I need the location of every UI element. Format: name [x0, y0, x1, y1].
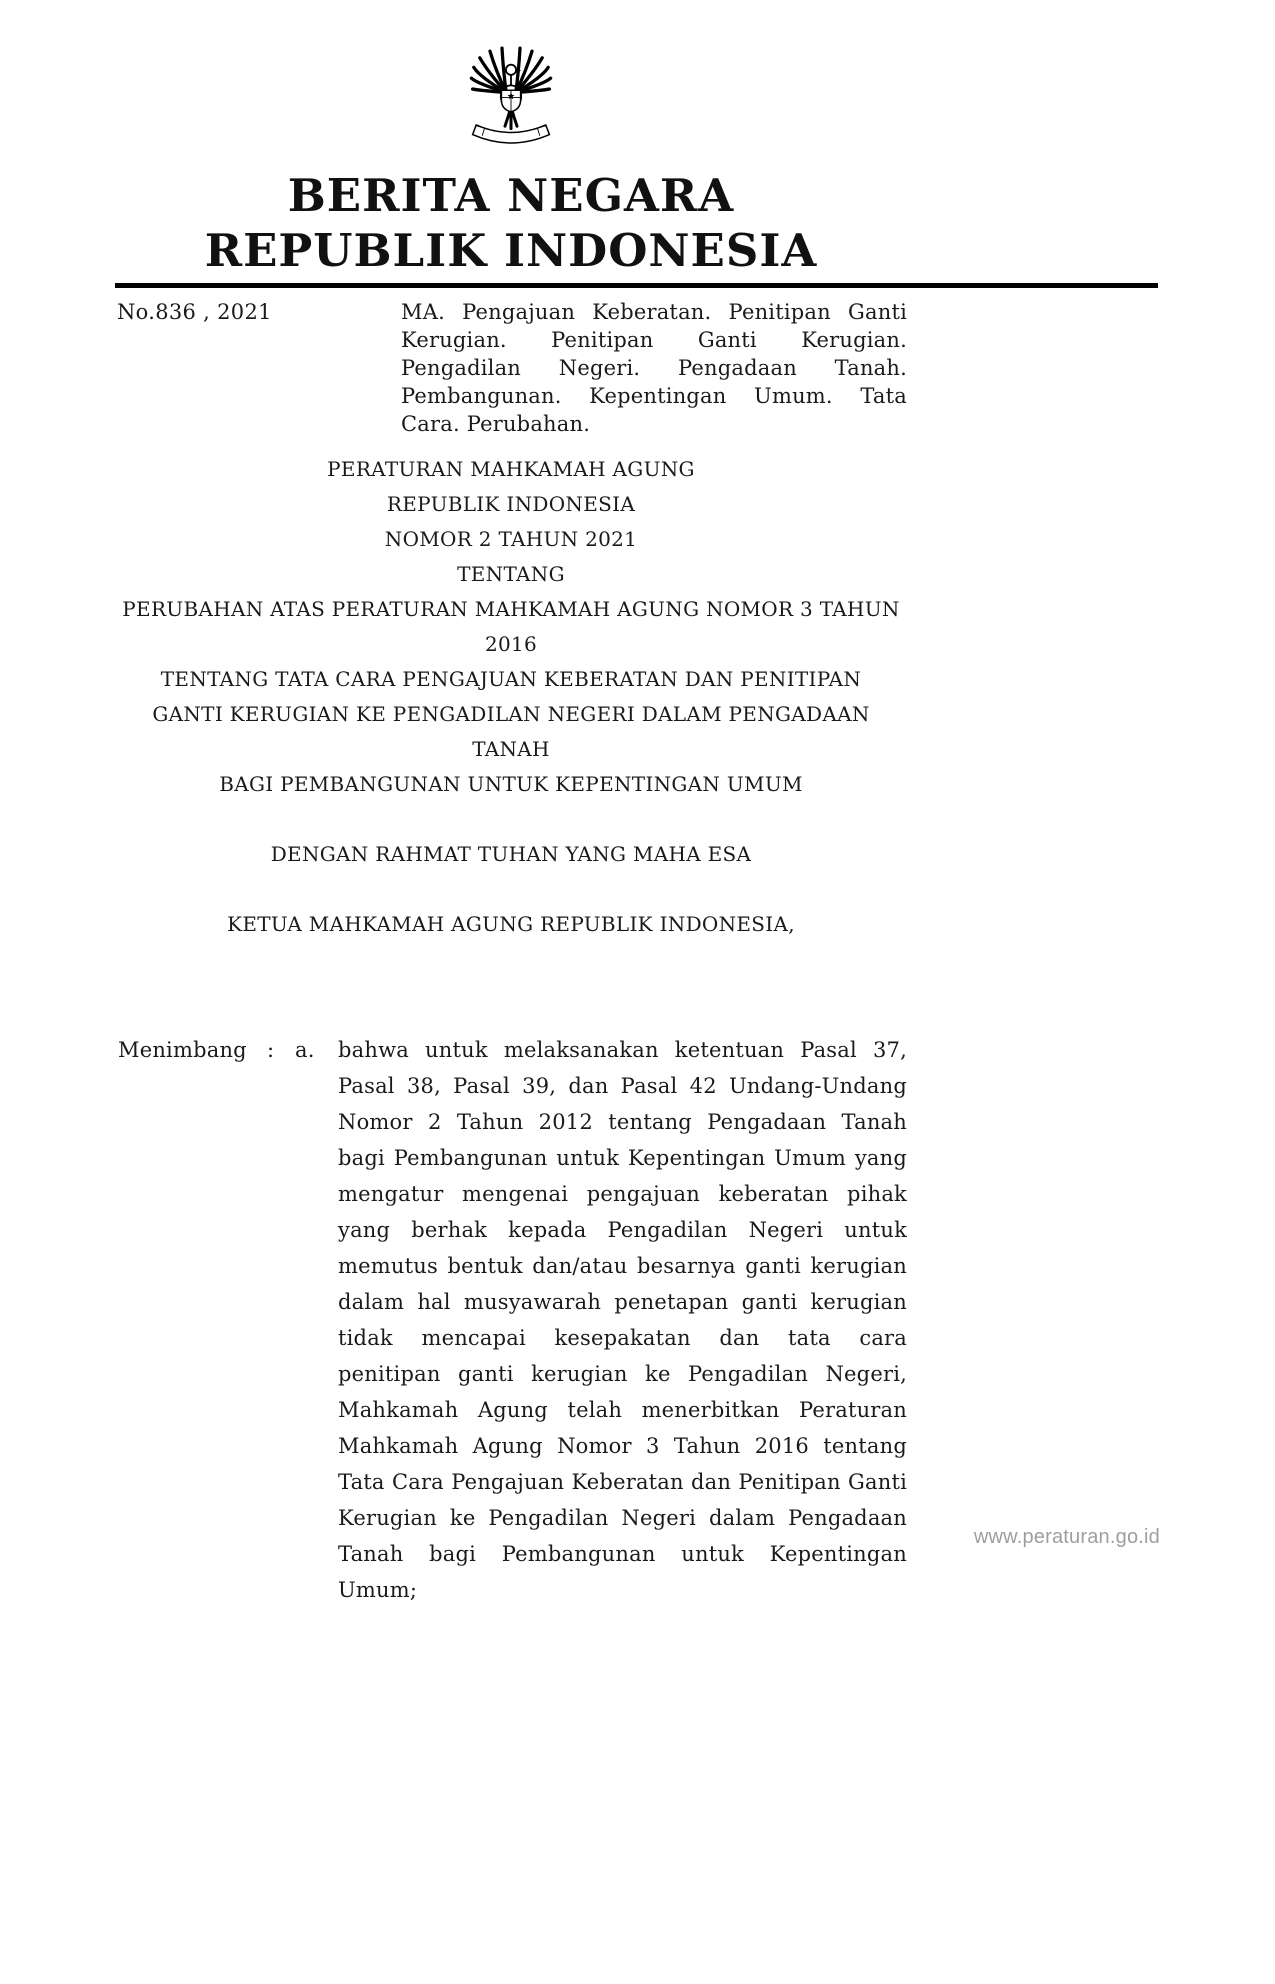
preamble-label: Menimbang [118, 1038, 247, 1062]
regulation-title-line: TENTANG TATA CARA PENGAJUAN KEBERATAN DAN PENITIPAN [160, 667, 862, 691]
regulation-title-line: NOMOR 2 TAHUN 2021 [384, 527, 638, 551]
footer-watermark: www.peraturan.go.id [973, 1526, 1160, 1548]
masthead-title-line2: REPUBLIK INDONESIA [204, 224, 818, 277]
gazette-page [0, 34, 1275, 1984]
preamble-considering [115, 1032, 907, 1608]
regulation-title-line: BAGI PEMBANGUNAN UNTUK KEPENTINGAN UMUM [219, 772, 803, 796]
masthead-divider [115, 283, 1158, 288]
officer-line: KETUA MAHKAMAH AGUNG REPUBLIK INDONESIA, [227, 912, 795, 936]
regulation-title-line: PERUBAHAN ATAS PERATURAN MAHKAMAH AGUNG NOMOR 3 TAHUN 2016 [122, 597, 900, 656]
preamble-item-text: bahwa untuk melaksanakan ketentuan Pasal 37, Pasal 38, Pasal 39, dan Pasal 42 Undang-Undang Nomor 2 Tahun 2012 tentang Pengadaan Tanah bagi Pembangunan untuk Kepentingan Umum yang mengatur mengenai pengajuan keberatan pihak yang berhak kepada Pengadilan Negeri untuk memutus bentuk dan/atau besarnya ganti kerugian dalam hal musyawarah penetapan ganti kerugian tidak mencapai kesepakatan dan tata cara penitipan ganti kerugian ke Pengadilan Negeri, Mahkamah Agung telah menerbitkan Peraturan Mahkamah Agung Nomor 3 Tahun 2016 tentang Tata Cara Pengajuan Keberatan dan Penitipan Ganti Kerugian ke Pengadilan Negeri dalam Pengadaan Tanah bagi Pembangunan untuk Kepentingan Umum; [338, 1038, 907, 1602]
regulation-title-block [115, 452, 907, 942]
regulation-title-line: GANTI KERUGIAN KE PENGADILAN NEGERI DALAM PENGADAAN TANAH [152, 702, 870, 761]
issue-number: No.836 , 2021 [117, 300, 272, 324]
preamble-item-letter: a. [295, 1038, 315, 1062]
garuda-emblem-svg [451, 34, 571, 162]
garuda-pancasila-emblem [451, 34, 571, 162]
issue-header [115, 298, 907, 438]
issue-subject: MA. Pengajuan Keberatan. Penitipan Ganti Kerugian. Penitipan Ganti Kerugian. Pengadilan Negeri. Pengadaan Tanah. Pembangunan. Kepentingan Umum. Tata Cara. Perubahan. [401, 300, 907, 436]
preamble-separator: : [267, 1038, 275, 1062]
masthead [115, 168, 907, 278]
regulation-title-line: TENTANG [457, 562, 565, 586]
regulation-title-line: PERATURAN MAHKAMAH AGUNG [327, 457, 695, 481]
invocation-line: DENGAN RAHMAT TUHAN YANG MAHA ESA [270, 842, 752, 866]
regulation-title-line: REPUBLIK INDONESIA [386, 492, 636, 516]
masthead-title-line1: BERITA NEGARA [287, 169, 735, 222]
